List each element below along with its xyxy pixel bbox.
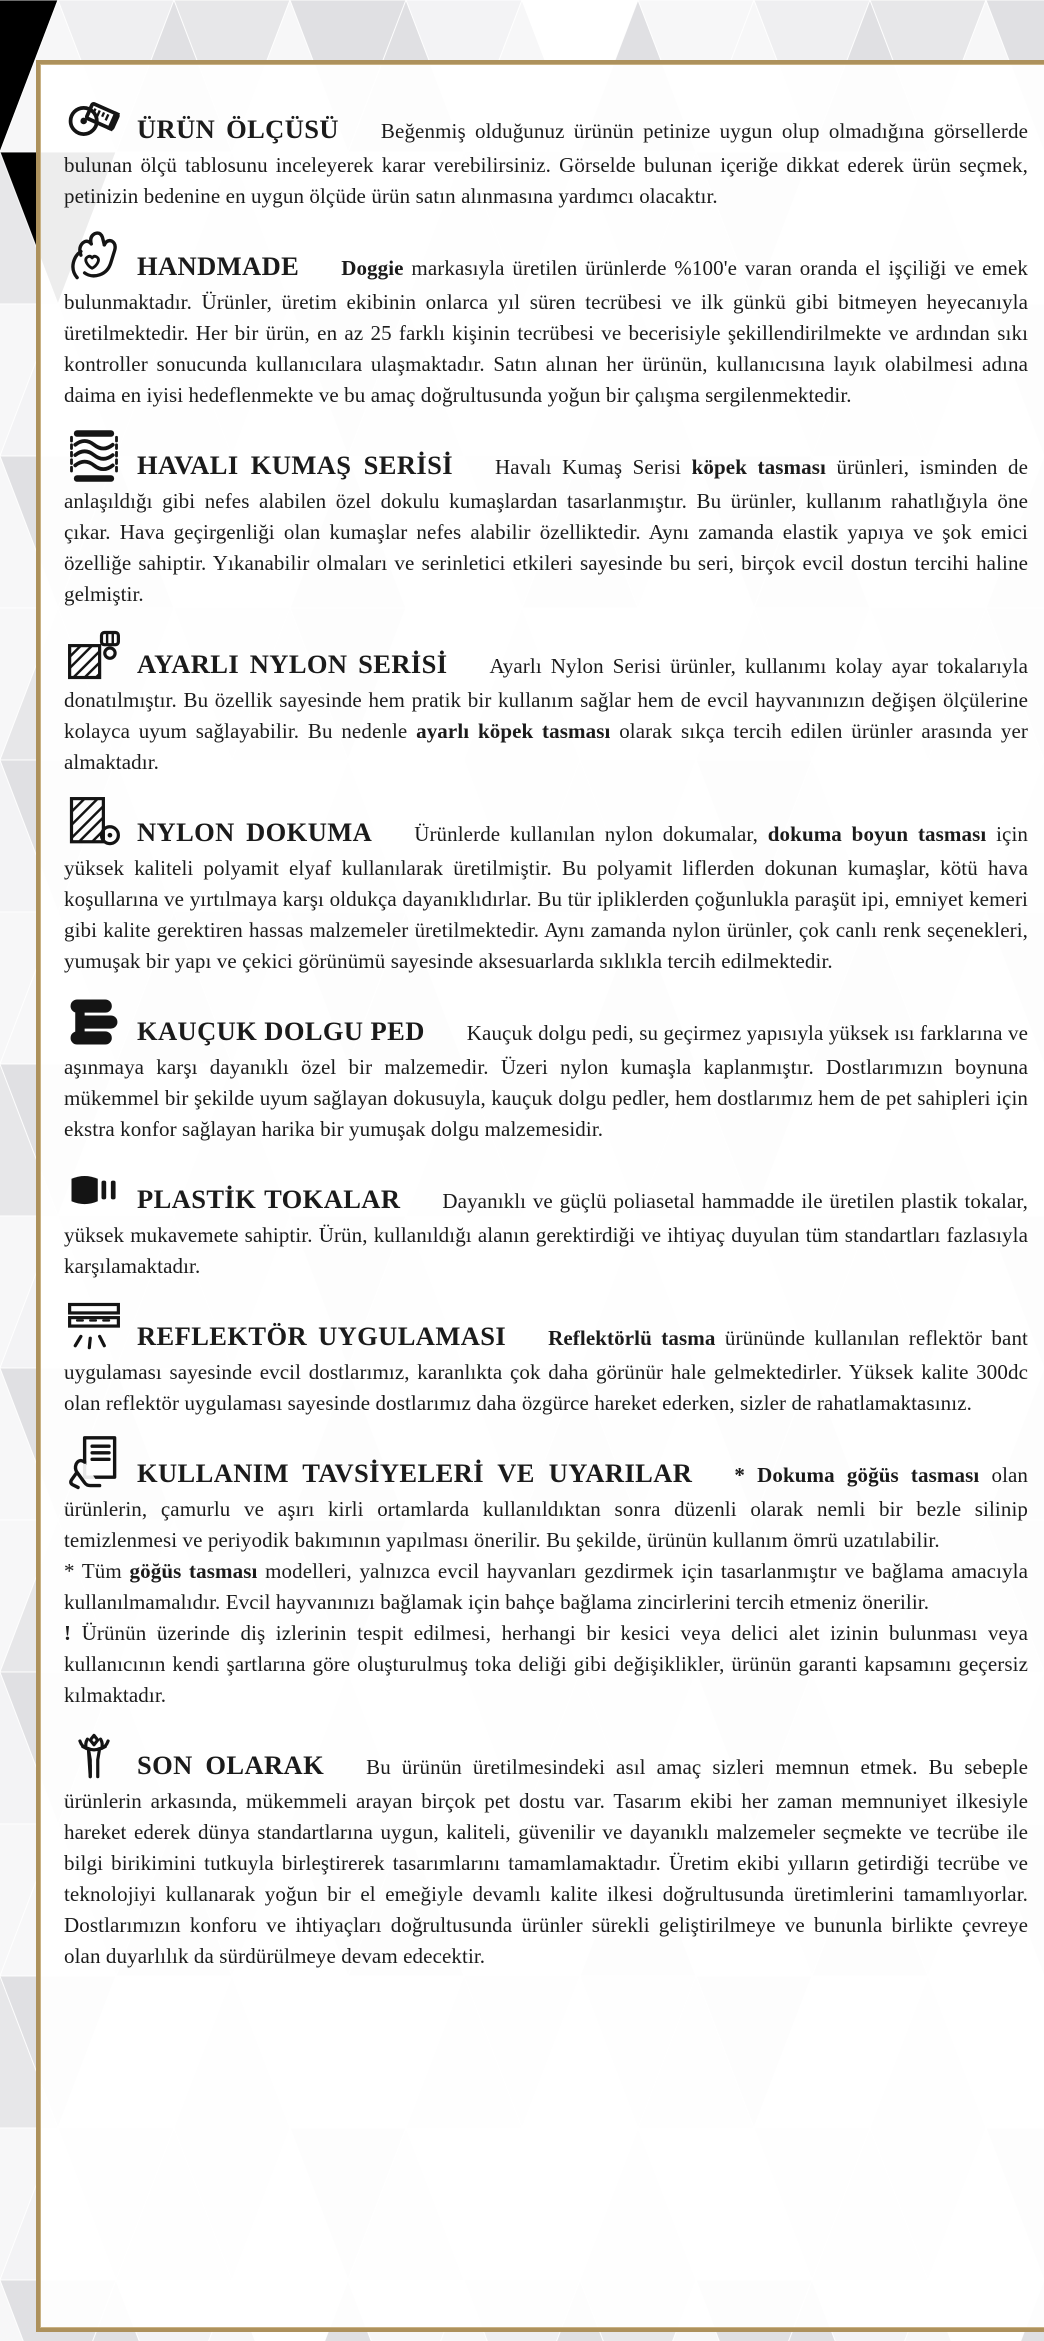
body-text: ! <box>64 1621 72 1645</box>
body-text: olan ürünlerin, çamurlu ve aşırı kirli ortamlarda kullanıldıktan sonra düzenli olarak nemli bir bezle silinip temizlenmesi ve periyodik bakımının yapılması önerilir. Bu şekilde, ürünün kullanım ömrü uzatılabilir. <box>64 1463 1029 1552</box>
section-reflektor-uygulamasi <box>64 1297 1028 1419</box>
section-heading: KULLANIM TAVSİYELERİ VE UYARILAR <box>137 1458 693 1488</box>
body-text: ürünleri, isminden de anlaşıldığı gibi nefes alabilen özel dokulu kumaşlardan tasarlanmıştır. Bu ürünler, kullanım rahatlığıyla öne çıkar. Hava geçirgenliği olan kumaşlar nefes alabilir özelliktedir. Aynı zamanda elastik yapıya ve şok emici özelliğe sahiptir. Yıkanabilir olmaları ve serinletici etkileri sayesinde bu seri, birçok evcil dostun tercihi haline gelmiştir. <box>64 455 1029 606</box>
body-text: Reflektörlü tasma <box>548 1326 716 1350</box>
nylon-weave-icon <box>64 793 124 853</box>
body-text: Ürünlerde kullanılan nylon dokumalar, <box>414 822 768 846</box>
body-text: * Dokuma göğüs tasması <box>734 1463 980 1487</box>
section-heading: REFLEKTÖR UYGULAMASI <box>137 1321 507 1351</box>
sections-container <box>64 90 1028 1972</box>
product-description-card <box>36 60 1044 2332</box>
section-handmade <box>64 227 1028 411</box>
reflector-icon <box>64 1297 124 1357</box>
body-text: Bu ürünün üretilmesindeki asıl amaç sizleri memnun etmek. Bu sebeple ürünlerin arkasında, mükemmeli arayan birçok pet dostu var. Tasarım ekibi her zaman memnuniyet ilkesiyle hareket ederek dünya standartlarına uygun, kaliteli, güvenilir ve dayanıklı malzemeler seçmekte ve tecrübe ile bilgi birikimini tutkuyla birleştirerek tasarımlarını tamamlamaktadır. Üretim ekibi yılların getirdiği tecrübe ve teknolojiyi kullanarak yoğun bir el emeğiyle devamlı kalite ilkesi doğrultusunda üretimlerini tamamlıyorlar. Dostlarımızın konforu ve ihtiyaçları doğrultusunda ürünler sürekli geliştirilmeye ve bununla birlikte çevreye olan duyarlılık da sürdürülmeye devam edecektir. <box>64 1755 1028 1968</box>
section-nylon-dokuma <box>64 793 1028 977</box>
section-heading: HANDMADE <box>137 251 300 281</box>
section-heading: KAUÇUK DOLGU PED <box>137 1016 425 1046</box>
section-paragraph <box>64 426 1028 610</box>
section-heading: HAVALI KUMAŞ SERİSİ <box>137 450 453 480</box>
section-paragraph <box>64 1434 1028 1556</box>
section-havali-kumas-serisi <box>64 426 1028 610</box>
body-text: * Tüm <box>64 1559 130 1583</box>
body-text: olarak sıkça tercih edilen ürünler arasında yer almaktadır. <box>64 719 1029 774</box>
section-paragraph <box>64 625 1028 778</box>
section-kaucuk-dolgu-ped <box>64 992 1028 1145</box>
person-cheering-icon <box>64 1726 124 1786</box>
body-text: Havalı Kumaş Serisi <box>494 455 692 479</box>
section-paragraph <box>64 1160 1028 1282</box>
section-son-olarak <box>64 1726 1028 1972</box>
body-text: Beğenmiş olduğunuz ürünün petinize uygun olup olmadığına görsellerde bulunan ölçü tablosunu inceleyerek karar verebilirsiniz. Görselde bulunan içeriğe dikkat ederek ürün seçmek, petinizin bedenine en uygun ölçüde ürün satın alınmasına yardımcı olacaktır. <box>64 119 1028 208</box>
section-paragraph <box>64 90 1028 212</box>
adjustable-strap-icon <box>64 625 124 685</box>
section-subparagraph <box>64 1618 1028 1711</box>
body-text: Ürünün üzerinde diş izlerinin tespit edilmesi, herhangi bir kesici veya delici alet izinin bulunması veya kullanıcının kendi şartlarına göre oluşturulmuş toka deliği gibi değişiklikler, ürünün garanti kapsamını geçersiz kılmaktadır. <box>64 1621 1028 1707</box>
body-text: ürününde kullanılan reflektör bant uygulaması sayesinde evcil dostlarımız, karanlıkta çok daha görünür hale gelmektedirler. Yüksek kalite 300dc olan reflektör uygulaması sayesinde dostlarımız daha özgürce hareket ederken, sizler de rahatlamaktasınız. <box>64 1326 1028 1415</box>
section-urun-olcusu <box>64 90 1028 212</box>
body-text: Dayanıklı ve güçlü poliasetal hammadde ile üretilen plastik tokalar, yüksek mukavemete sahiptir. Ürün, kullanıldığı alanın gerektirdiği ve ihtiyaç duyulan tüm standartları fazlasıyla karşılamaktadır. <box>64 1189 1029 1278</box>
section-heading: SON OLARAK <box>137 1750 325 1780</box>
body-text: Kauçuk dolgu pedi, su geçirmez yapısıyla yüksek ısı farklarına ve aşınmaya karşı dayanıklı özel bir malzemedir. Üzeri nylon kumaşla kaplanmıştır. Dostlarımızın boynuna mükemmel bir şekilde uyum sağlayan dokusuyla, kauçuk dolgu pedler, hem dostlarımız hem de pet sahipleri için ekstra konfor sağlayan harika bir yumuşak dolgu malzemesidir. <box>64 1021 1028 1141</box>
section-heading: ÜRÜN ÖLÇÜSÜ <box>137 114 339 144</box>
rubber-pad-icon <box>64 992 124 1052</box>
section-heading: AYARLI NYLON SERİSİ <box>137 649 448 679</box>
hand-heart-icon <box>64 227 124 287</box>
section-subparagraph <box>64 1556 1028 1618</box>
section-paragraph <box>64 1726 1028 1972</box>
body-text: köpek tasması <box>691 455 826 479</box>
section-paragraph <box>64 227 1028 411</box>
body-text: markasıyla üretilen ürünlerde %100'e varan oranda el işçiliği ve emek bulunmaktadır. Ürünler, üretim ekibinin onlarca yıl süren tecrübesi ve ilk günkü gibi bitmeyen heyecanıyla üretilmektedir. Her bir ürün, en az 25 farklı kişinin tecrübesi ve becerisiyle şekillendirilmekte ve ardından sıkı kontroller sonucunda kullanıcılara ulaşmaktadır. Satın alınan her ürünün, kullanıcısına layık olabilmesi adına daima en iyisi hedeflenmekte ve bu amaç doğrultusunda yoğun bir çalışma sergilenmektedir. <box>64 256 1028 407</box>
section-kullanim-tavsiyeleri <box>64 1434 1028 1711</box>
body-text: Ayarlı Nylon Serisi ürünler, kullanımı kolay ayar tokalarıyla donatılmıştır. Bu özellik sayesinde hem pratik bir kullanım sağlar hem de evcil hayvanınızın değişen ölçülerine kolayca uyum sağlayabilir. Bu nedenle <box>64 654 1028 743</box>
section-paragraph <box>64 1297 1028 1419</box>
section-body <box>64 1755 1028 1968</box>
section-plastik-tokalar <box>64 1160 1028 1282</box>
usage-advice-icon <box>64 1434 124 1494</box>
section-heading: PLASTİK TOKALAR <box>137 1184 401 1214</box>
body-text: göğüs tasması <box>129 1559 258 1583</box>
section-ayarli-nylon-serisi <box>64 625 1028 778</box>
tape-measure-icon <box>64 90 124 150</box>
body-text: dokuma boyun tasması <box>767 822 987 846</box>
body-text: için yüksek kaliteli polyamit elyaf kullanılarak üretilmiştir. Bu polyamit liflerden dokunan kumaşlar, kötü hava koşullarına ve yırtılmaya karşı oldukça dayanıklıdırlar. Bu tür ipliklerden çoğunlukla paraşüt ipi, emniyet kemeri gibi kalite gerektiren hassas malzemeler üretilmektedir. Aynı zamanda nylon ürünler, çok canlı renk seçenekleri, yumuşak bir yapı ve çekici görünümü sayesinde aksesuarlarda sıklıkla tercih edilmektedir. <box>64 822 1028 973</box>
section-heading: NYLON DOKUMA <box>137 817 373 847</box>
section-paragraph <box>64 793 1028 977</box>
plastic-buckle-icon <box>64 1160 124 1220</box>
section-paragraph <box>64 992 1028 1145</box>
body-text: Doggie <box>341 256 404 280</box>
body-text: ayarlı köpek tasması <box>416 719 611 743</box>
body-text: modelleri, yalnızca evcil hayvanları gezdirmek için tasarlanmıştır ve bağlama amacıyla kullanılmamalıdır. Evcil hayvanınızı bağlamak için bahçe bağlama zincirlerini tercih etmeniz önerilir. <box>64 1559 1028 1614</box>
breathable-fabric-icon <box>64 426 124 486</box>
